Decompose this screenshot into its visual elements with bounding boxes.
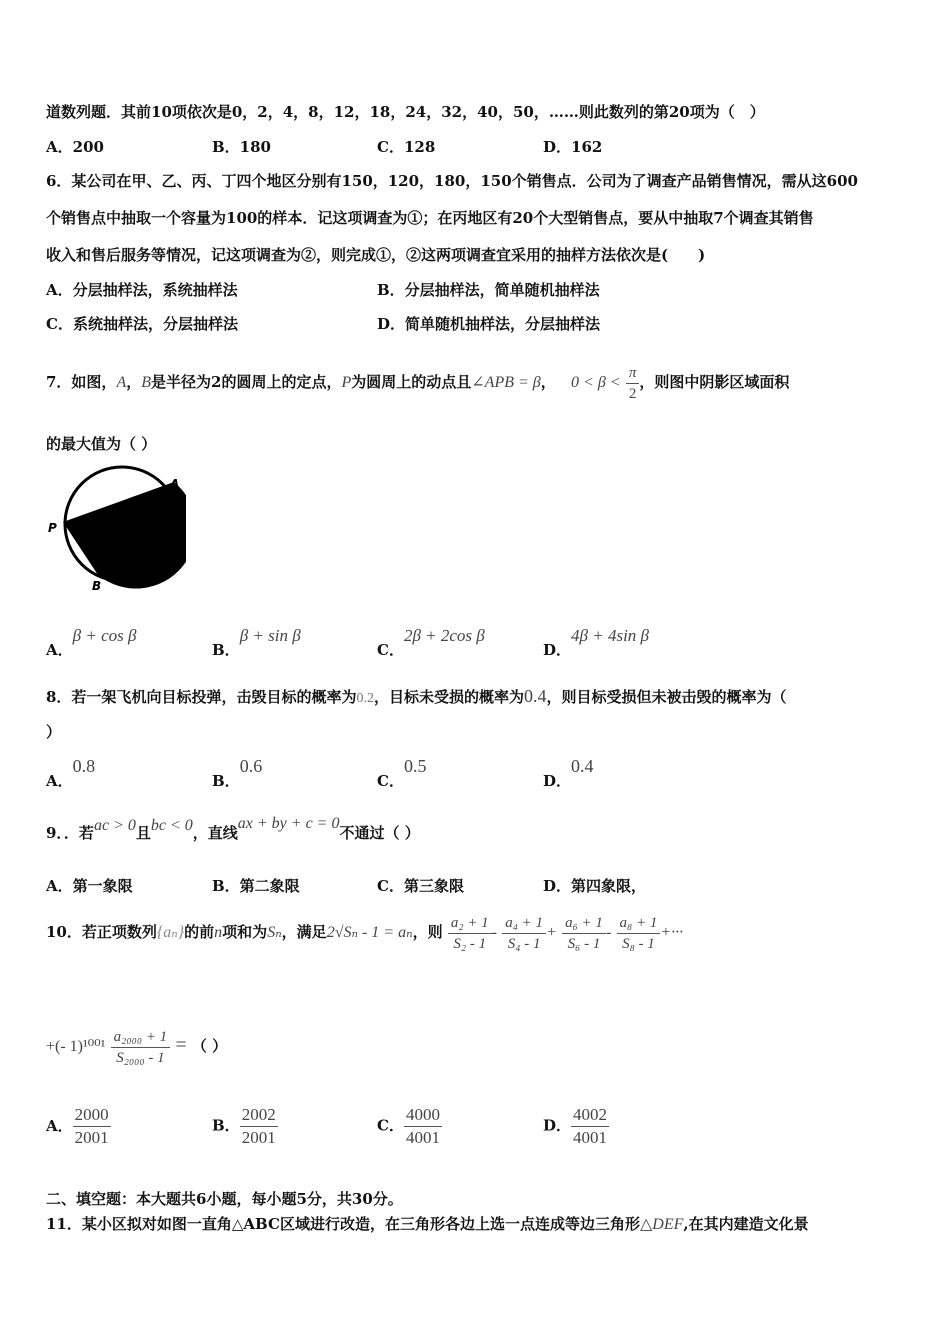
figure-label-p: P	[48, 521, 57, 535]
q10-option-d-frac	[571, 1104, 609, 1149]
q10-last-prefix: +(- 1)¹⁰⁰¹	[46, 1038, 106, 1055]
q10-last-fraction	[111, 1027, 170, 1068]
q7-option-d-letter: D．	[543, 641, 572, 659]
q6-line-2: 个销售点中抽取一个容量为100的样本．记这项调查为①；在丙地区有20个大型销售点，要从中抽取7个调查其销售	[46, 209, 814, 227]
q7-point-p: P	[341, 374, 352, 391]
q8-option-b-value: 0.6	[239, 756, 263, 776]
q11-text-1: 11．某小区拟对如图一直角△ABC区域进行改造，在三角形各边上选一点连成等边三角形	[46, 1215, 640, 1233]
q10-option-b-frac	[240, 1104, 278, 1149]
q8-option-d[interactable]	[543, 756, 594, 790]
q10-term-1-num: a₂ + 1	[448, 913, 492, 934]
q6-option-a[interactable]: A．分层抽样法，系统抽样法	[46, 281, 238, 299]
q7-pi: π	[626, 363, 640, 384]
figure-label-b: B	[92, 579, 102, 592]
q10-term-2-sign: +	[546, 924, 557, 941]
q10-option-b-letter: B．	[212, 1116, 240, 1135]
q10-term-3-sign: -	[605, 924, 612, 941]
q9-line-equation: ax + by + c = 0	[237, 815, 340, 832]
q10-option-a-letter: A．	[46, 1116, 73, 1135]
q10-paren: （ ）	[191, 1037, 228, 1055]
q7-option-b-letter: B．	[212, 641, 240, 659]
q10-option-c-frac	[404, 1104, 442, 1149]
q9-stem	[46, 815, 420, 849]
q10-option-c-num: 4000	[404, 1104, 442, 1127]
q10-option-a-den: 2001	[74, 1128, 109, 1147]
q10-option-d[interactable]	[543, 1104, 609, 1149]
q7-text-4: ，则图中阴影区域面积	[639, 373, 790, 391]
q5-option-a[interactable]: A．200	[46, 138, 104, 156]
q8-text-3: ，则目标受损但未被击毁的概率为（	[546, 688, 787, 706]
q7-comma: ，	[126, 373, 142, 391]
q8-option-b[interactable]	[212, 756, 263, 790]
q10-term-2-num: a₄ + 1	[502, 913, 546, 934]
q7-point-a: A	[116, 374, 127, 391]
q10-term-2-den: S₄ - 1	[507, 935, 541, 952]
q10-option-a[interactable]	[46, 1104, 111, 1149]
q7-option-d[interactable]	[543, 626, 650, 659]
q10-option-a-frac	[73, 1104, 111, 1149]
figure-label-a: A	[170, 477, 180, 491]
q5-stem: 道数列题．其前10项依次是0，2，4，8，12，18，24，32，40，50，……则此数列的第20项为（ ）	[46, 103, 765, 121]
q10-n: n	[214, 924, 223, 941]
q7-text-3: 为圆周上的动点且	[351, 373, 472, 391]
q10-last-term	[46, 1020, 227, 1072]
q8-option-d-letter: D．	[543, 772, 572, 790]
q11-text-2: ,在其内建造文化景	[683, 1215, 809, 1233]
q7-option-d-expr: 4β + 4sin β	[571, 626, 650, 645]
q5-option-b[interactable]: B．180	[212, 138, 271, 156]
q7-option-b-expr: β + sin β	[239, 626, 301, 645]
q8-option-a[interactable]	[46, 756, 96, 790]
q10-term-4-num: a₈ + 1	[617, 913, 661, 934]
q7-option-a-letter: A．	[46, 641, 73, 659]
q6-option-d[interactable]: D．简单随机抽样法，分层抽样法	[377, 315, 601, 333]
q10-condition: 2√Sₙ - 1 = aₙ	[326, 924, 413, 941]
q10-term-4-den: S₈ - 1	[622, 935, 655, 952]
q6-line-3: 收入和售后服务等情况，记这项调查为②，则完成①，②这两项调查宜采用的抽样方法依次是( )	[46, 246, 706, 264]
q6-option-c[interactable]: C．系统抽样法，分层抽样法	[46, 315, 238, 333]
q7-option-a[interactable]	[46, 626, 137, 659]
q7-option-a-expr: β + cos β	[72, 626, 137, 645]
q7-two: 2	[628, 385, 637, 402]
q10-option-c-letter: C．	[377, 1116, 404, 1135]
q10-term-1	[448, 913, 492, 954]
q7-option-c[interactable]	[377, 626, 485, 659]
q7-line-2: 的最大值为（ ）	[46, 435, 157, 453]
q8-text-1: 8．若一架飞机向目标投弹，击毁目标的概率为	[46, 688, 357, 706]
q10-text-1: 10．若正项数列	[46, 923, 157, 941]
q10-stem	[46, 906, 683, 959]
q10-option-d-num: 4002	[571, 1104, 609, 1127]
q10-text-5: ，则	[412, 923, 443, 941]
q7-option-c-letter: C．	[377, 641, 404, 659]
q8-option-a-value: 0.8	[72, 756, 96, 776]
q7-comma-2: ，	[540, 373, 556, 391]
q8-option-b-letter: B．	[212, 772, 240, 790]
q7-text-2: 是半径为2的圆周上的定点，	[151, 373, 342, 391]
q8-option-c-letter: C．	[377, 772, 404, 790]
q9-text-2: 且	[135, 824, 151, 842]
q6-option-b[interactable]: B．分层抽样法，简单随机抽样法	[377, 281, 600, 299]
q9-option-c[interactable]: C．第三象限	[377, 877, 464, 895]
q10-option-a-num: 2000	[73, 1104, 111, 1127]
q7-point-b: B	[141, 374, 152, 391]
q10-term-3-num: a₆ + 1	[562, 913, 606, 934]
q10-option-d-letter: D．	[543, 1116, 572, 1135]
q8-option-d-value: 0.4	[571, 756, 594, 776]
q10-term-2	[502, 913, 546, 954]
q8-prob-destroy: 0.2	[356, 691, 374, 706]
q9-text-1: 9．．若	[46, 824, 94, 842]
q9-text-3: ，直线	[192, 824, 238, 842]
q11-triangle: △DEF	[639, 1216, 684, 1233]
q7-ineq: 0 < β <	[571, 374, 621, 391]
q10-term-1-sign: -	[491, 924, 497, 941]
q10-term-1-den: S₂ - 1	[453, 935, 487, 952]
q8-line-2: ）	[46, 723, 62, 741]
q7-text-1: 7．如图，	[46, 373, 117, 391]
q7-pi-over-2	[626, 363, 640, 404]
q6-line-1: 6．某公司在甲、乙、丙、丁四个地区分别有150，120，180，150个销售点．公司为了调查产品销售情况，需从这600	[46, 172, 858, 190]
q10-sequence: {aₙ}	[156, 924, 185, 941]
q11-stem	[46, 1214, 809, 1235]
q9-text-4: 不通过（ ）	[339, 824, 420, 842]
q10-sn: Sₙ	[267, 924, 282, 941]
q8-option-c[interactable]	[377, 756, 427, 790]
q8-option-c-value: 0.5	[403, 756, 427, 776]
q10-last-den: S₂₀₀₀ - 1	[116, 1049, 165, 1066]
q10-term-4	[617, 913, 661, 954]
q7-option-c-expr: 2β + 2cos β	[403, 626, 485, 645]
q10-last-num: a₂₀₀₀ + 1	[111, 1027, 170, 1048]
q9-option-d[interactable]: D．第四象限，	[543, 877, 647, 895]
q10-option-d-den: 4001	[573, 1128, 608, 1147]
q9-option-b[interactable]: B．第二象限	[212, 877, 300, 895]
q7-angle: ∠APB = β	[471, 374, 541, 391]
q5-option-d[interactable]: D．162	[543, 138, 603, 156]
q10-equals: =	[175, 1034, 187, 1056]
q7-circle-figure	[46, 462, 186, 592]
q8-stem	[46, 686, 786, 709]
q10-term-3-den: S₆ - 1	[567, 935, 601, 952]
q9-cond-2: bc < 0	[150, 817, 193, 834]
q9-option-a[interactable]: A．第一象限	[46, 877, 133, 895]
q10-term-3	[562, 913, 606, 954]
q10-text-2: 的前	[184, 923, 215, 941]
q7-option-b[interactable]	[212, 626, 301, 659]
q10-text-3: 项和为	[222, 923, 268, 941]
q8-prob-undamaged: 0.4	[523, 686, 547, 706]
q10-option-c-den: 4001	[405, 1128, 440, 1147]
q8-option-a-letter: A．	[46, 772, 73, 790]
q5-option-c[interactable]: C．128	[377, 138, 436, 156]
q8-text-2: ，目标未受损的概率为	[373, 688, 524, 706]
q10-option-b[interactable]	[212, 1104, 278, 1149]
q10-option-b-den: 2001	[241, 1128, 276, 1147]
q10-text-4: ，满足	[281, 923, 327, 941]
q10-option-c[interactable]	[377, 1104, 442, 1149]
section-2-title: 二、填空题：本大题共6小题，每小题5分，共30分。	[46, 1190, 403, 1208]
q9-cond-1: ac > 0	[93, 817, 136, 834]
q10-term-4-sign: +···	[660, 924, 684, 941]
q7-stem	[46, 360, 789, 405]
q10-option-b-num: 2002	[240, 1104, 278, 1127]
